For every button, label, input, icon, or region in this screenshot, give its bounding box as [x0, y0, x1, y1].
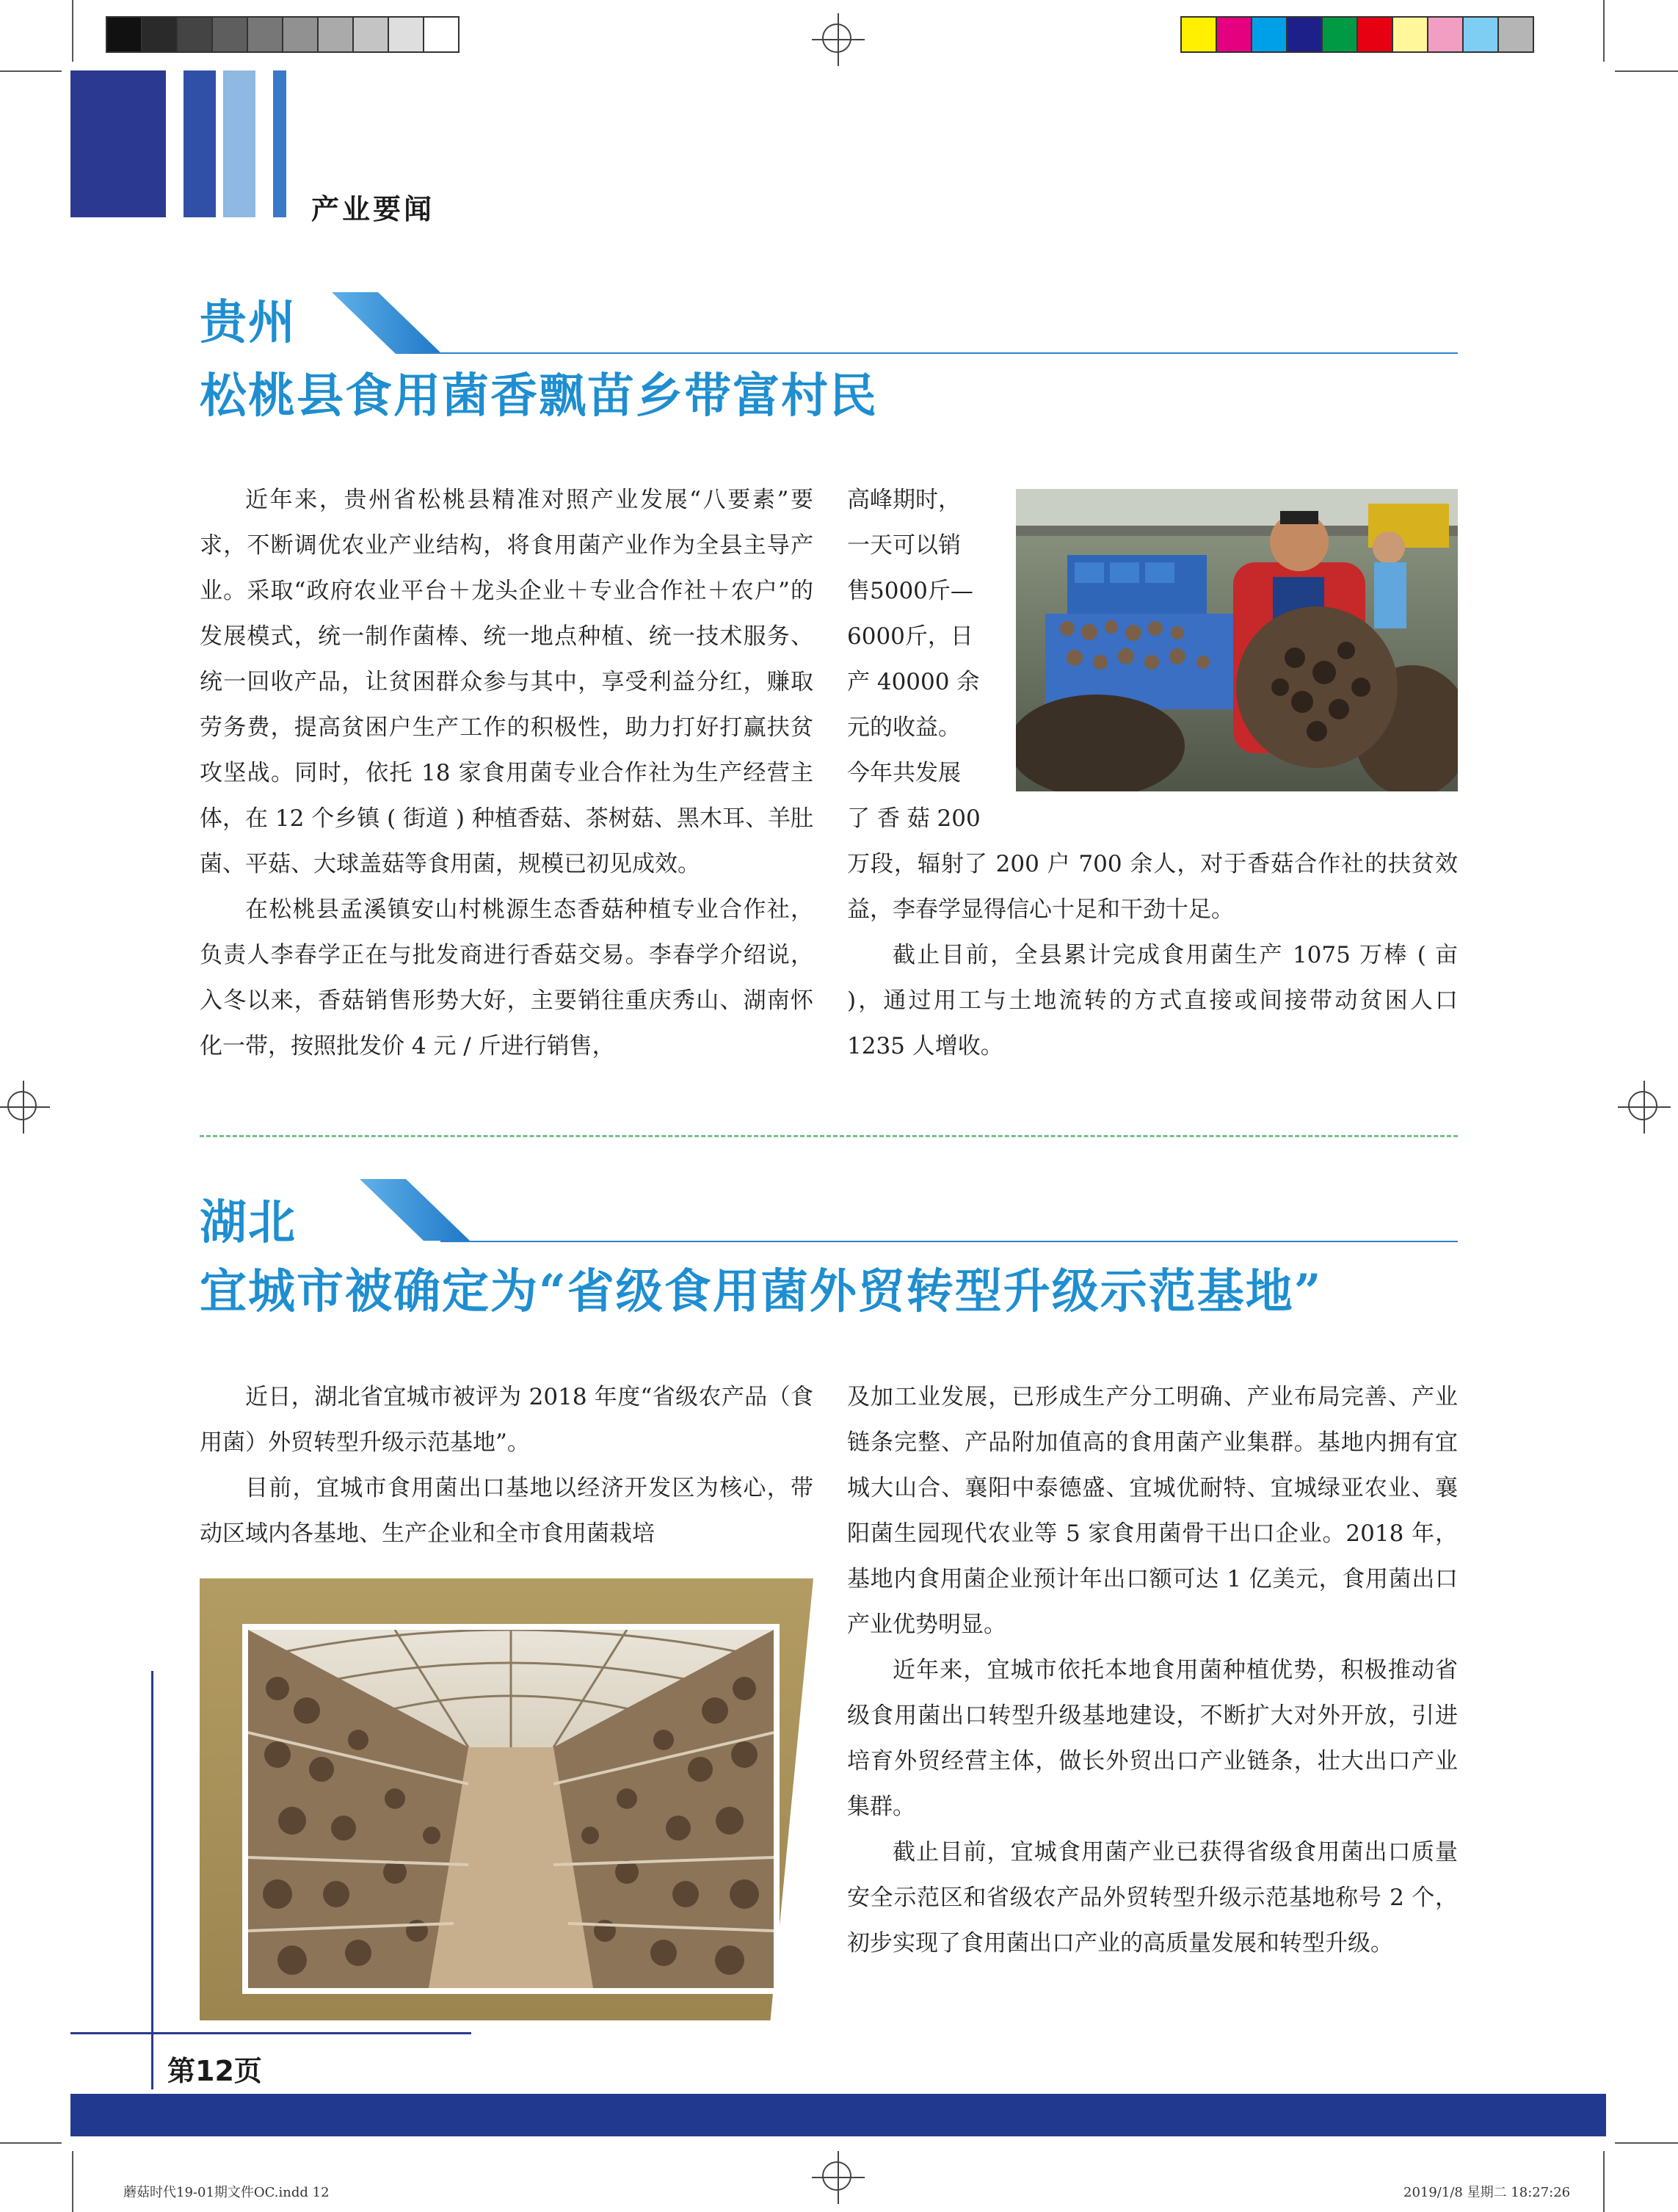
- footer-horizontal-line: [70, 2032, 471, 2034]
- color-swatch: [142, 18, 178, 51]
- article2-right-column: [847, 1374, 1458, 1966]
- article2-left-column: [200, 1374, 813, 1556]
- article1-right-column: [847, 841, 1458, 1069]
- headline-rule: [440, 1241, 1458, 1242]
- text-line: 6000斤，日: [847, 623, 973, 650]
- color-swatch: [424, 18, 458, 51]
- header-block-stripe: [184, 70, 216, 217]
- headline-rule: [411, 352, 1458, 354]
- section-divider: [200, 1135, 1458, 1137]
- trim-mark: [0, 2142, 62, 2144]
- file-info: 蘑菇时代19-01期文件OC.indd 12: [123, 2185, 330, 2200]
- text-line: 了 香 菇 200: [847, 805, 981, 832]
- color-swatch: [213, 18, 248, 51]
- paragraph: 近年来，贵州省松桃县精准对照产业发展“八要素”要求，不断调优农业产业结构，将食用菌产业作为全县主导产业。采取“政府农业平台＋龙头企业＋专业合作社＋农户”的发展模式，统一制作菌棒、统一地点种植、统一技术服务、统一回收产品，让贫困群众参与其中，享受利益分红，赚取劳务费，提高贫困户生产工作的积极性，助力打好打赢扶贫攻坚战。同时，依托 18 家食用菌专业合作社为生产经营主体，在 12 个乡镇 ( 街道 ) 种植香菇、茶树菇、黑木耳、羊肚菌、平菇、大球盖菇等食用菌，规模已初见成效。: [200, 487, 813, 877]
- color-swatch: [319, 18, 354, 51]
- text-line: 今年共发展: [847, 760, 961, 786]
- article1-left-column: [200, 477, 813, 1069]
- process-color-bar: [1180, 16, 1534, 53]
- color-swatch: [1182, 18, 1217, 51]
- trim-mark: [1603, 0, 1605, 62]
- color-swatch: [1323, 18, 1358, 51]
- header-block-large: [70, 70, 166, 217]
- color-swatch: [178, 18, 213, 51]
- color-swatch: [1252, 18, 1287, 51]
- color-swatch: [389, 18, 424, 51]
- color-swatch: [1393, 18, 1428, 51]
- color-swatch: [1217, 18, 1252, 51]
- headline-accent-slash: [332, 292, 442, 354]
- section-label: 产业要闻: [311, 193, 435, 225]
- trim-mark: [0, 70, 62, 72]
- trim-mark: [1615, 70, 1678, 72]
- color-swatch: [1358, 18, 1393, 51]
- color-swatch: [1287, 18, 1323, 51]
- trim-mark: [72, 0, 73, 62]
- text-line: 售5000斤—: [847, 578, 973, 604]
- text-line: 一天可以销: [847, 532, 961, 559]
- article1-narrow-column: [847, 477, 1001, 841]
- trim-mark: [1603, 2151, 1605, 2212]
- color-swatch: [354, 18, 389, 51]
- greenhouse-illustration: [248, 1630, 774, 1988]
- trim-mark: [72, 2151, 73, 2212]
- article1-region: 贵州: [200, 295, 297, 350]
- paragraph: 截止目前，宜城食用菌产业已获得省级食用菌出口质量安全示范区和省级农产品外贸转型升级示范基地称号 2 个，初步实现了食用菌出口产业的高质量发展和转型升级。: [847, 1839, 1458, 1957]
- header-block-stripe-thin: [273, 70, 286, 217]
- mushroom-market-illustration: [1016, 489, 1458, 791]
- footer-vertical-line: [151, 1671, 153, 2089]
- registration-mark-bottom: [812, 2151, 865, 2204]
- text-line: 元的收益。: [847, 714, 961, 741]
- registration-mark-top: [812, 13, 865, 66]
- color-swatch: [1464, 18, 1499, 51]
- footer-band: [70, 2094, 1606, 2136]
- mushroom-greenhouse-photo: [242, 1624, 780, 1994]
- trim-mark: [1615, 2142, 1678, 2144]
- headline-accent-slash: [360, 1179, 470, 1241]
- registration-mark-right: [1618, 1081, 1671, 1134]
- paragraph: 在松桃县孟溪镇安山村桃源生态香菇种植专业合作社，负责人李春学正在与批发商进行香菇交易。李春学介绍说，入冬以来，香菇销售形势大好，主要销往重庆秀山、湖南怀化一带，按照批发价 4 元 / 斤进行销售，: [200, 896, 813, 1059]
- color-swatch: [107, 18, 142, 51]
- mushroom-market-photo: [1016, 489, 1458, 791]
- text-line: 高峰期时，: [847, 487, 961, 513]
- color-swatch: [1499, 18, 1533, 51]
- header-block-stripe-light: [223, 70, 255, 217]
- paragraph: 目前，宜城市食用菌出口基地以经济开发区为核心，带动区域内各基地、生产企业和全市食用菌栽培: [200, 1475, 813, 1547]
- article1-title: 松桃县食用菌香飘苗乡带富村民: [200, 369, 878, 424]
- grayscale-color-bar: [106, 16, 460, 53]
- color-swatch: [283, 18, 319, 51]
- text-line: 产 40000 余: [847, 669, 980, 695]
- paragraph: 万段，辐射了 200 户 700 余人，对于香菇合作社的扶贫效益，李春学显得信心十足和干劲十足。: [847, 851, 1458, 923]
- article2-title: 宜城市被确定为“省级食用菌外贸转型升级示范基地”: [200, 1264, 1323, 1319]
- article2-region: 湖北: [200, 1195, 297, 1250]
- paragraph: 近日，湖北省宜城市被评为 2018 年度“省级农产品（食用菌）外贸转型升级示范基地”。: [200, 1384, 813, 1456]
- color-swatch: [248, 18, 283, 51]
- registration-mark-left: [0, 1081, 50, 1134]
- page-number: 第12页: [167, 2055, 262, 2087]
- color-swatch: [1428, 18, 1464, 51]
- paragraph: 及加工业发展，已形成生产分工明确、产业布局完善、产业链条完整、产品附加值高的食用菌产业集群。基地内拥有宜城大山合、襄阳中泰德盛、宜城优耐特、宜城绿亚农业、襄阳菌生园现代农业等 5 家食用菌骨干出口企业。2018 年，基地内食用菌企业预计年出口额可达 1 亿美元，食用菌出口产业优势明显。: [847, 1384, 1458, 1638]
- print-timestamp: 2019/1/8 星期二 18:27:26: [1403, 2185, 1571, 2200]
- paragraph: 截止目前，全县累计完成食用菌生产 1075 万棒 ( 亩 )，通过用工与土地流转的方式直接或间接带动贫困人口 1235 人增收。: [847, 942, 1458, 1059]
- paragraph: 近年来，宜城市依托本地食用菌种植优势，积极推动省级食用菌出口转型升级基地建设，不断扩大对外开放，引进培育外贸经营主体，做长外贸出口产业链条，壮大出口产业集群。: [847, 1657, 1458, 1820]
